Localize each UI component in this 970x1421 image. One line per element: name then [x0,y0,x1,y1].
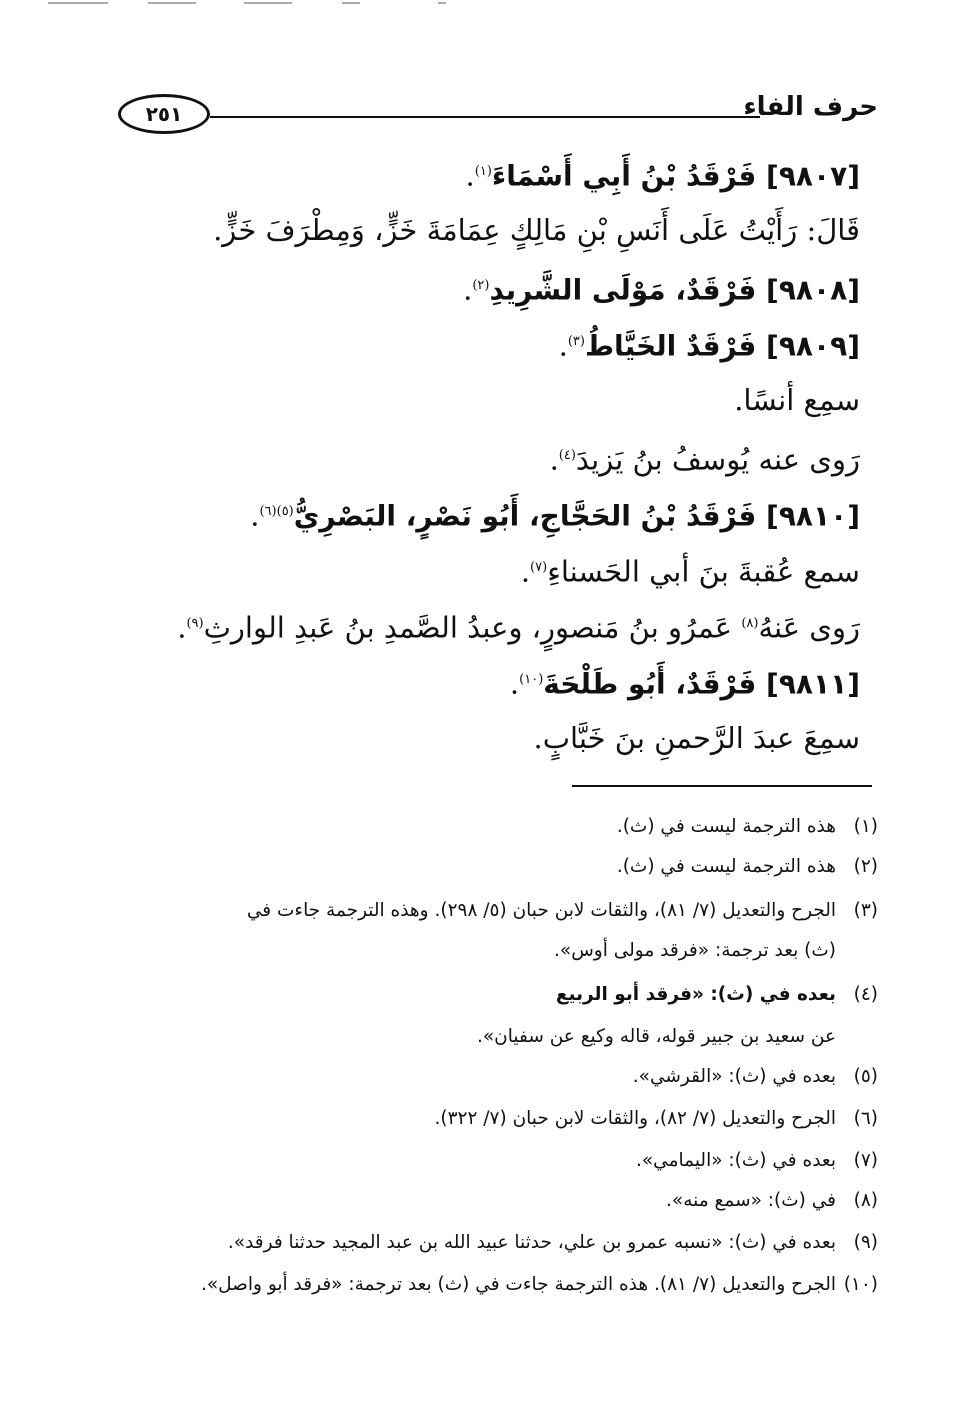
scan-top-marks [0,2,970,12]
page-header [118,92,878,136]
entry-9810-text-1: سمع عُقبةَ بنَ أبي الحَسناءِ$^{(٧)}$. [520,554,860,589]
footnote: (٤)بعده في (ث): «فرقد أبو الربيع [555,984,878,1005]
header-rule [210,116,760,118]
footnote-continuation: (ث) بعد ترجمة: «فرقد مولى أوس». [554,940,836,961]
entry-9807: [٩٨٠٧] فَرْقَدُ بْنُ أَبِي أَسْمَاءَ$^{(١)}$. [465,158,860,193]
footnote: (٧)بعده في (ث): «اليمامي». [635,1150,878,1171]
entry-9810: [٩٨١٠] فَرْقَدُ بْنُ الحَجَّاجِ، أَبُو نَصْرٍ، البَصْرِيُّ$^{(٥)(٦)}$. [250,498,860,533]
footnote: (٨)في (ث): «سمع منه». [666,1190,878,1211]
entry-9807-text: قَالَ: رَأَيْتُ عَلَى أَنَسِ بْنِ مَالِكٍ عِمَامَةَ خَزٍّ، وَمِطْرَفَ خَزٍّ. [213,213,860,247]
page-number: ٢٥١ [118,94,210,134]
footnote: (١٠)الجرح والتعديل (٧/ ٨١). هذه الترجمة جاءت في (ث) بعد ترجمة: «فرقد أبو واصل». [200,1274,878,1295]
entry-9811: [٩٨١١] فَرْقَدٌ، أَبُو طَلْحَةَ$^{(١٠)}$. [509,666,860,701]
footnote-continuation: عن سعيد بن جبير قوله، قاله وكيع عن سفيان». [476,1026,836,1047]
footnote: (٣)الجرح والتعديل (٧/ ٨١)، والثقات لابن حبان (٥/ ٢٩٨). وهذه الترجمة جاءت في [246,900,878,921]
footnote-separator [572,785,872,787]
running-title: حرف الفاء [743,92,878,122]
footnote: (٢)هذه الترجمة ليست في (ث). [616,856,878,877]
footnote: (٦)الجرح والتعديل (٧/ ٨٢)، والثقات لابن حبان (٧/ ٣٢٢). [434,1108,878,1129]
entry-9808: [٩٨٠٨] فَرْقَدٌ، مَوْلَى الشَّرِيدِ$^{(٢)}$. [463,272,860,307]
footnote: (١)هذه الترجمة ليست في (ث). [616,816,878,837]
footnote: (٩)بعده في (ث): «نسبه عمرو بن علي، حدثنا عبيد الله بن عبد المجيد حدثنا فرقد». [227,1232,878,1253]
entry-9809-text-1: سمِع أنسًا. [734,383,860,417]
entry-9809-text-2: رَوى عنه يُوسفُ بنُ يَزيدَ$^{(٤)}$. [549,442,860,477]
entry-9809: [٩٨٠٩] فَرْقَدٌ الخَيَّاطُ$^{(٣)}$. [558,328,860,363]
entry-9811-text: سمِعَ عبدَ الرَّحمنِ بنَ خَبَّابٍ. [533,721,860,755]
footnote: (٥)بعده في (ث): «القرشي». [632,1066,878,1087]
entry-9810-text-2: رَوى عَنهُ$^{(٨)}$ عَمرُو بنُ مَنصورٍ، وعبدُ الصَّمدِ بنُ عَبدِ الوارثِ$^{(٩)}$. [177,610,860,645]
